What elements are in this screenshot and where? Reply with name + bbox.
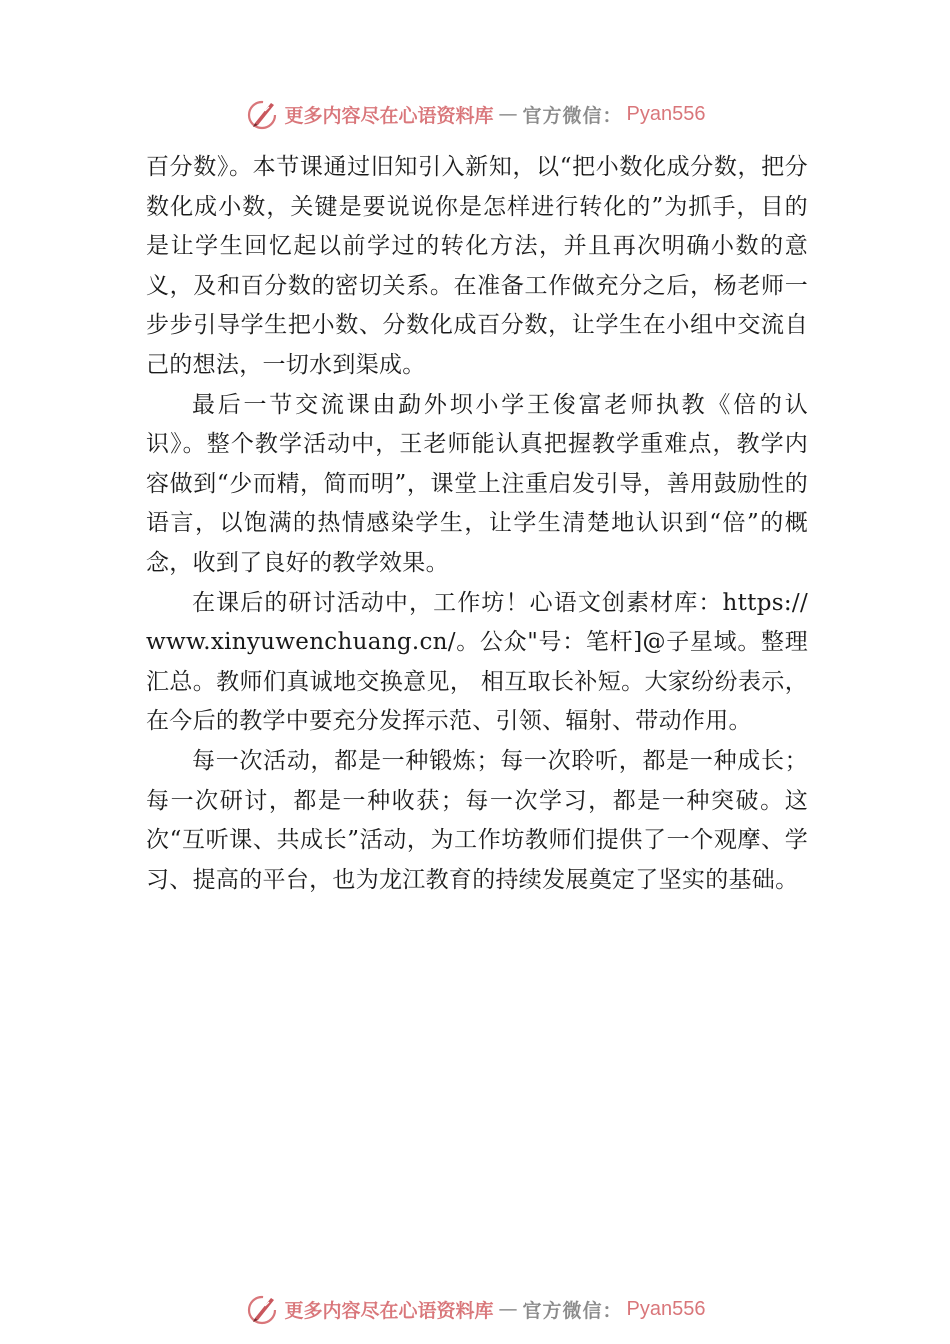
- banner-official-label: 官方微信：: [522, 104, 623, 127]
- paragraph-2: 最后一节交流课由勐外坝小学王俊富老师执教《倍的认识》。整个教学活动中，王老师能认真把握教学重难点，教学内容做到“少而精，简而明”，课堂上注重启发引导，善用鼓励性的语言，以饱满的热情感染学生，让学生清楚地认识到“倍”的概念，收到了良好的教学效果。: [146, 391, 808, 576]
- banner-main-text: 更多内容尽在心语资料库: [284, 1299, 494, 1322]
- banner-wechat-id: Pyan556: [626, 102, 706, 125]
- paragraph-1: 百分数》。本节课通过旧知引入新知，以“把小数化成分数，把分数化成小数，关键是要说说你是怎样进行转化的”为抓手，目的是让学生回忆起以前学过的转化方法，并且再次明确小数的意义，及和百分数的密切关系。在准备工作做充分之后，杨老师一步步引导学生把小数、分数化成百分数，让学生在小组中交流自己的想法，一切水到渠成。: [146, 154, 808, 378]
- header-banner-inner: [245, 96, 706, 132]
- footer-banner-inner: [245, 1291, 706, 1327]
- banner-main-text: 更多内容尽在心语资料库: [284, 104, 494, 127]
- quill-pen-circle-icon: [245, 1291, 281, 1327]
- banner-wechat-id: Pyan556: [626, 1297, 706, 1320]
- paragraph-4: 每一次活动，都是一种锻炼；每一次聆听，都是一种成长；每一次研讨，都是一种收获；每一次学习，都是一种突破。这次“互听课、共成长”活动，为工作坊教师们提供了一个观摩、学习、提高的平台，也为龙江教育的持续发展奠定了坚实的基础。: [146, 747, 808, 893]
- banner-official-label: 官方微信：: [522, 1299, 623, 1322]
- footer-banner: [0, 1289, 950, 1329]
- banner-dash: —: [498, 1298, 518, 1320]
- header-banner: [0, 94, 950, 134]
- banner-dash: —: [498, 103, 518, 125]
- paragraph-3: 在课后的研讨活动中，工作坊！心语文创素材库：https://www.xinyuwenchuang.cn/。公众"号：笔杆]@子星域。整理汇总。教师们真诚地交换意见， 相互取长补短。大家纷纷表示，在今后的教学中要充分发挥示范、引领、辐射、带动作用。: [146, 589, 808, 735]
- document-body: [146, 148, 808, 900]
- quill-pen-circle-icon: [245, 96, 281, 132]
